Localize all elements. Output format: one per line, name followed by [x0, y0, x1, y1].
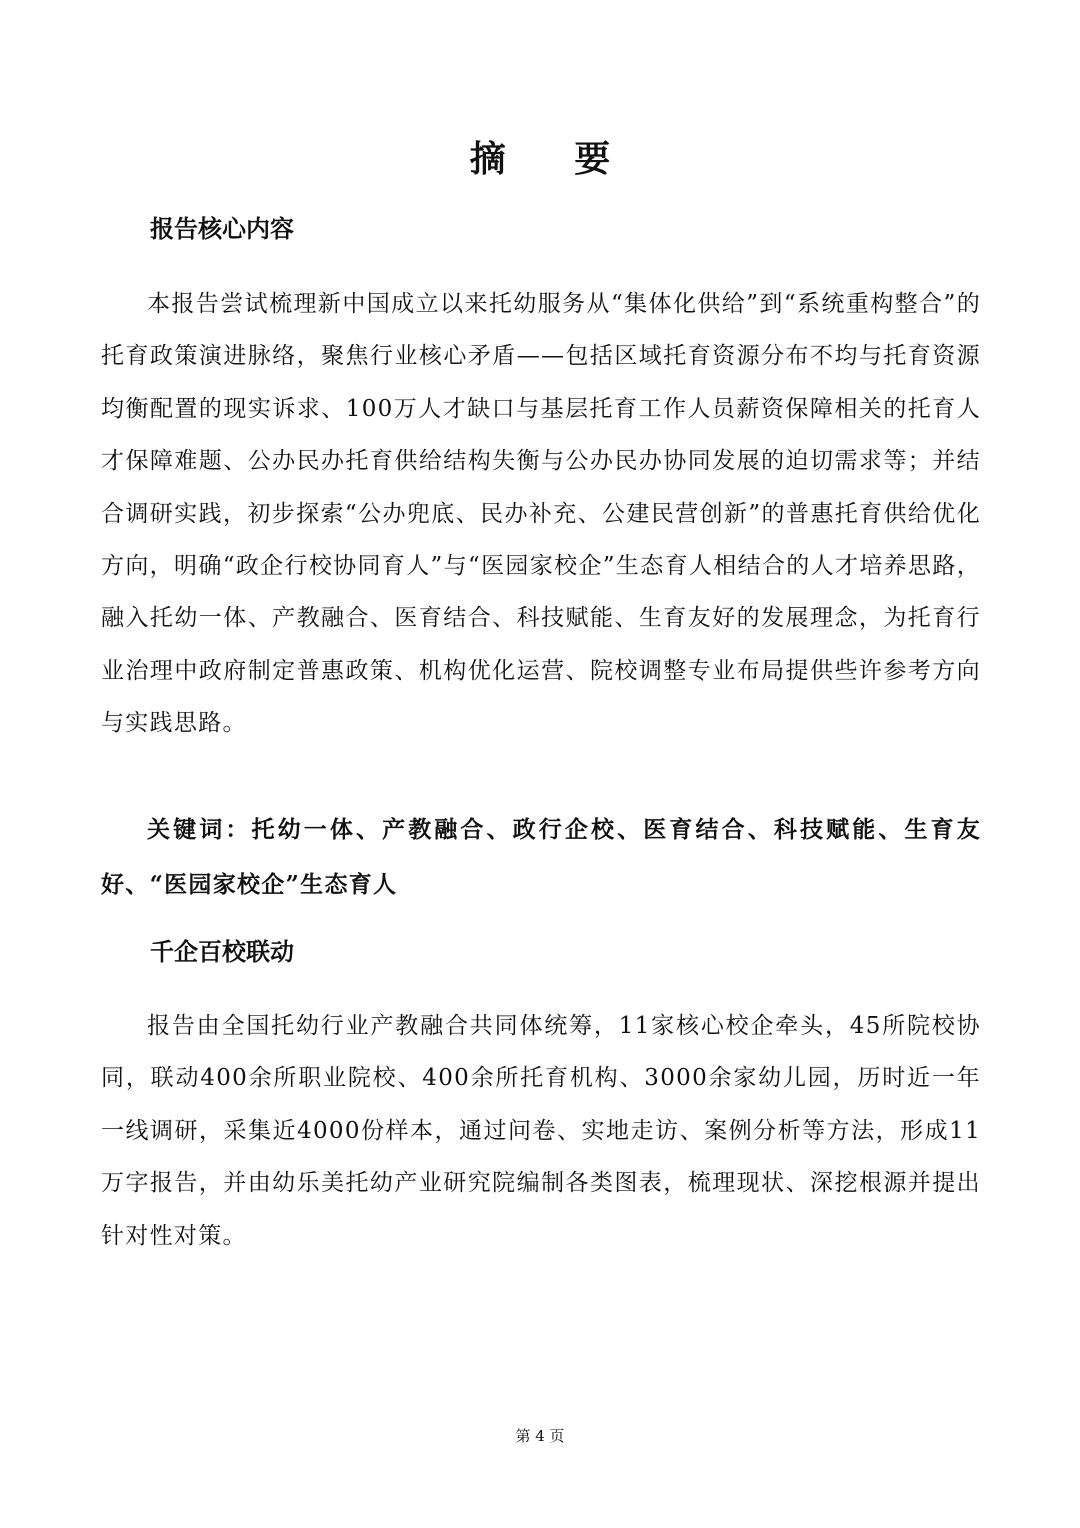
section-heading-core-content: 报告核心内容 — [150, 214, 294, 243]
keywords-paragraph: 关键词：托幼一体、产教融合、政行企校、医育结合、科技赋能、生育友好、“医园家校企”生态育人 — [101, 816, 981, 898]
core-content-paragraph: 本报告尝试梳理新中国成立以来托幼服务从“集体化供给”到“系统重构整合”的托育政策演进脉络，聚焦行业核心矛盾——包括区域托育资源分布不均与托育资源均衡配置的现实诉求、100万人才缺口与基层托育工作人员薪资保障相关的托育人才保障难题、公办民办托育供给结构失衡与公办民办协同发展的迫切需求等；并结合调研实践，初步探索“公办兜底、民办补充、公建民营创新”的普惠托育供给优化方向，明确“政企行校协同育人”与“医园家校企”生态育人相结合的人才培养思路，融入托幼一体、产教融合、医育结合、科技赋能、生育友好的发展理念，为托育行业治理中政府制定普惠政策、机构优化运营、院校调整专业布局提供些许参考方向与实践思路。 — [101, 291, 981, 737]
linkage-paragraph: 报告由全国托幼行业产教融合共同体统筹，11家核心校企牵头，45所院校协同，联动400余所职业院校、400余所托育机构、3000余家幼儿园，历时近一年一线调研，采集近4000份样本，通过问卷、实地走访、案例分析等方法，形成11万字报告，并由幼乐美托幼产业研究院编制各类图表，梳理现状、深挖根源并提出针对性对策。 — [101, 1013, 981, 1249]
page-title: 摘 要 — [469, 138, 639, 180]
section-heading-linkage: 千企百校联动 — [150, 937, 294, 966]
page-number: 第 4 页 — [515, 1427, 565, 1445]
